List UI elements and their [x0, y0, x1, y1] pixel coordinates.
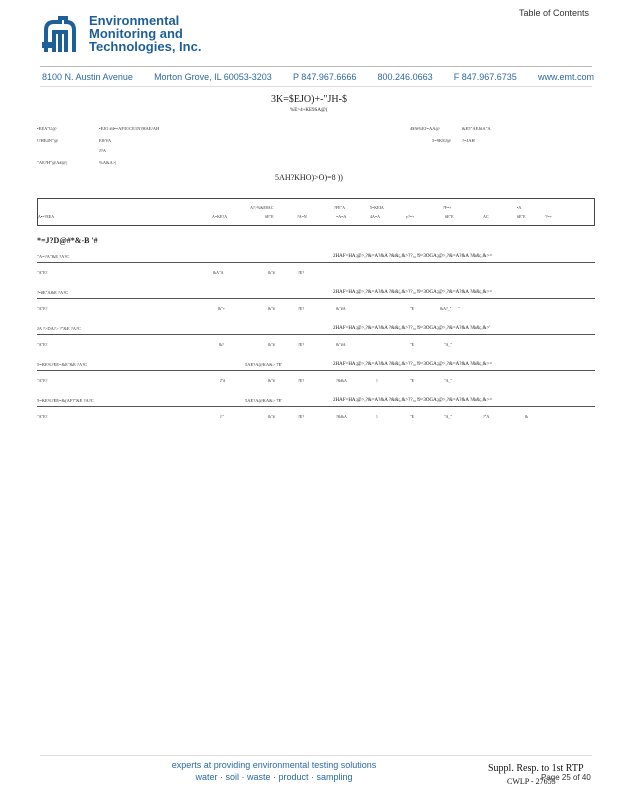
table-cell: "A_" [444, 378, 453, 383]
analyte-rule [37, 262, 595, 263]
table-cell: "A_" [444, 342, 453, 347]
field-label: !?HE4N"@ [37, 138, 58, 143]
column-header: =A=A [336, 214, 347, 219]
street: 8100 N. Austin Avenue [42, 72, 133, 82]
column-header: 6E"E [265, 214, 274, 219]
address-divider [40, 86, 592, 87]
analyte-flags: 2HAF=HA;@>,?&=A?&A ?&&;,&>??,,,!9=3OGA;@>,?&=A?&A ?&&;,&>= [333, 290, 493, 295]
field-value: %A&A>| [99, 160, 117, 165]
column-header: 4A=A [370, 214, 381, 219]
table-cell: "A"E? [37, 342, 48, 347]
analyte-method: 5AE?A@KA&> 7E' [245, 362, 283, 367]
table-cell: ?&&A [336, 378, 347, 383]
report-title: 3K=$EJO)+-"JH-$ [271, 94, 347, 105]
page-number: Page 25 of 40 [541, 773, 591, 782]
analyte-flags: 2HAF=HA;@>,?&=A?&A ?&&;,&>??,,,!9=3OGA;@>,?&=A?&A ?&&;,&>= [333, 398, 493, 403]
column-group-header: 5=KEIA [370, 205, 384, 210]
analyte-flags: 2HAF=HA;@>,?&=A?&A ?&&;,&>??,,,!9=3OGA;@>,?&=A?&A ?&&;,&>' [333, 326, 491, 331]
column-group-header: ?FE"A [334, 205, 345, 210]
column-header: A=KE?A [212, 214, 228, 219]
website: www.emt.com [537, 72, 594, 82]
table-cell: ?E? [298, 414, 304, 419]
table-of-contents-link[interactable]: Table of Contents [519, 8, 590, 18]
table-cell: "E [410, 306, 415, 311]
table-cell: J " [220, 414, 225, 419]
column-header: ?A=N [297, 214, 307, 219]
table-cell: "A"E? [37, 378, 48, 383]
report-subtitle: %E>4+KE9SA@{ [290, 108, 328, 113]
column-group-header: A?>%&E8AC [250, 205, 274, 210]
fax: F 847.967.6735 [453, 72, 517, 82]
analyte-group-title: *=J?D@#*&-B '# [37, 236, 98, 245]
table-cell: &A"A [213, 270, 224, 275]
table-cell: } [376, 378, 378, 383]
table-cell: ?E? [298, 378, 304, 383]
table-cell: &"#A [336, 342, 346, 347]
column-header: 6E"E [517, 214, 526, 219]
table-cell: ?E? [298, 306, 304, 311]
header-divider [40, 66, 592, 67]
table-cell: " [458, 306, 460, 311]
table-cell: ?E? [298, 270, 304, 275]
table-cell: &"# [268, 306, 275, 311]
analyte-rule [37, 370, 595, 371]
city: Morton Grove, IL 60053-3203 [154, 72, 272, 82]
field-label: 5=9KEJ@ [432, 138, 451, 143]
supplement-label: Suppl. Resp. to 1st RTP [488, 763, 584, 774]
table-cell: &"# [268, 270, 275, 275]
column-header: y?=+ [406, 214, 415, 219]
column-header: 6E"E [445, 214, 454, 219]
section-heading: 5AH?KHO)>O)=8 )) [275, 173, 343, 182]
analyte-flags: 2HAF=HA;@>,?&=A?&A ?&&;,&>??,,,!9=3OGA;@>,?&=A?&A ?&&;,&>= [333, 362, 493, 367]
table-cell: ?&&A [336, 414, 347, 419]
company-name [89, 14, 201, 53]
analyte-name: "A=?A"&E ?A?C [37, 254, 70, 259]
field-value: E8/VA [99, 138, 112, 143]
company-line: Technologies, Inc. [89, 39, 202, 54]
column-header: '?=+ [545, 214, 553, 219]
table-cell: &A?_" [440, 306, 452, 311]
footer-divider [40, 755, 592, 756]
analyte-rule [37, 298, 595, 299]
field-value: ?=JAH [462, 138, 475, 143]
table-cell: "A"E? [37, 414, 48, 419]
table-cell: &? [219, 342, 224, 347]
table-cell: ?E? [298, 342, 304, 347]
field-label: •EEA"U@ [37, 126, 57, 131]
table-cell: & [525, 414, 529, 419]
table-cell: &"+ [218, 306, 225, 311]
table-cell: "E [410, 342, 415, 347]
tagline-text: experts at providing environmental testing solutions [171, 760, 377, 770]
analyte-rule [37, 334, 595, 335]
field-value: &E5"AEJ#A"A [462, 126, 491, 131]
analyte-method: 5AE?A@KA&> 7E' [245, 398, 283, 403]
phone: P 847.967.6666 [292, 72, 357, 82]
field-value: J?A [99, 148, 106, 153]
column-header: A•=?EEA [38, 214, 55, 219]
table-cell: "E [410, 414, 415, 419]
table-cell: &"#A [336, 306, 346, 311]
table-cell: &"# [268, 378, 275, 383]
analyte-rule [37, 406, 595, 407]
table-cell: J"# [220, 378, 226, 383]
company-line: Monitoring and [89, 26, 183, 41]
table-cell: "A"E? [37, 270, 48, 275]
field-label: 4$!#%EJ=AA@ [410, 126, 440, 131]
analyte-name: 5=KE%?EE=&E"&E ?A?C [37, 362, 88, 367]
column-group-header: •A [517, 205, 522, 210]
bates-number: CWLP - 27655 [507, 777, 556, 786]
table-cell: ?"A [483, 414, 490, 419]
table-cell: "E [410, 378, 415, 383]
table-cell: "A_" [444, 414, 453, 419]
emt-logo-icon [40, 16, 80, 56]
company-line: Environmental [89, 13, 180, 28]
analyte-name: JA ?>DA?> ?"&E ?A?C [37, 326, 82, 331]
field-value: •EJO #4•=AF\E\CE1N?HAE/AH [99, 126, 160, 131]
analyte-name: ?•#E"A&E ?A?C [37, 290, 69, 295]
column-header: AC [483, 214, 489, 219]
services-text: water · soil · waste · product · sampling [195, 772, 353, 782]
table-header-box [37, 198, 595, 226]
tollfree: 800.246.0663 [377, 72, 433, 82]
analyte-name: 5=KE%?EE=&(AF?"&E ?A?C [37, 398, 94, 403]
table-cell: &"# [268, 342, 275, 347]
analyte-flags: 2HAF=HA;@>,?&=A?&A ?&&;,&>??,,,!9=3OGA;@>,?&=A?&A ?&&;,&>= [333, 254, 493, 259]
table-cell: "A"E? [37, 306, 48, 311]
table-cell: &"# [268, 414, 275, 419]
table-cell: } [376, 414, 378, 419]
column-group-header: ?F=+ [443, 205, 452, 210]
company-address [42, 72, 594, 82]
field-label: "AE?H"@A#@| [37, 160, 67, 165]
